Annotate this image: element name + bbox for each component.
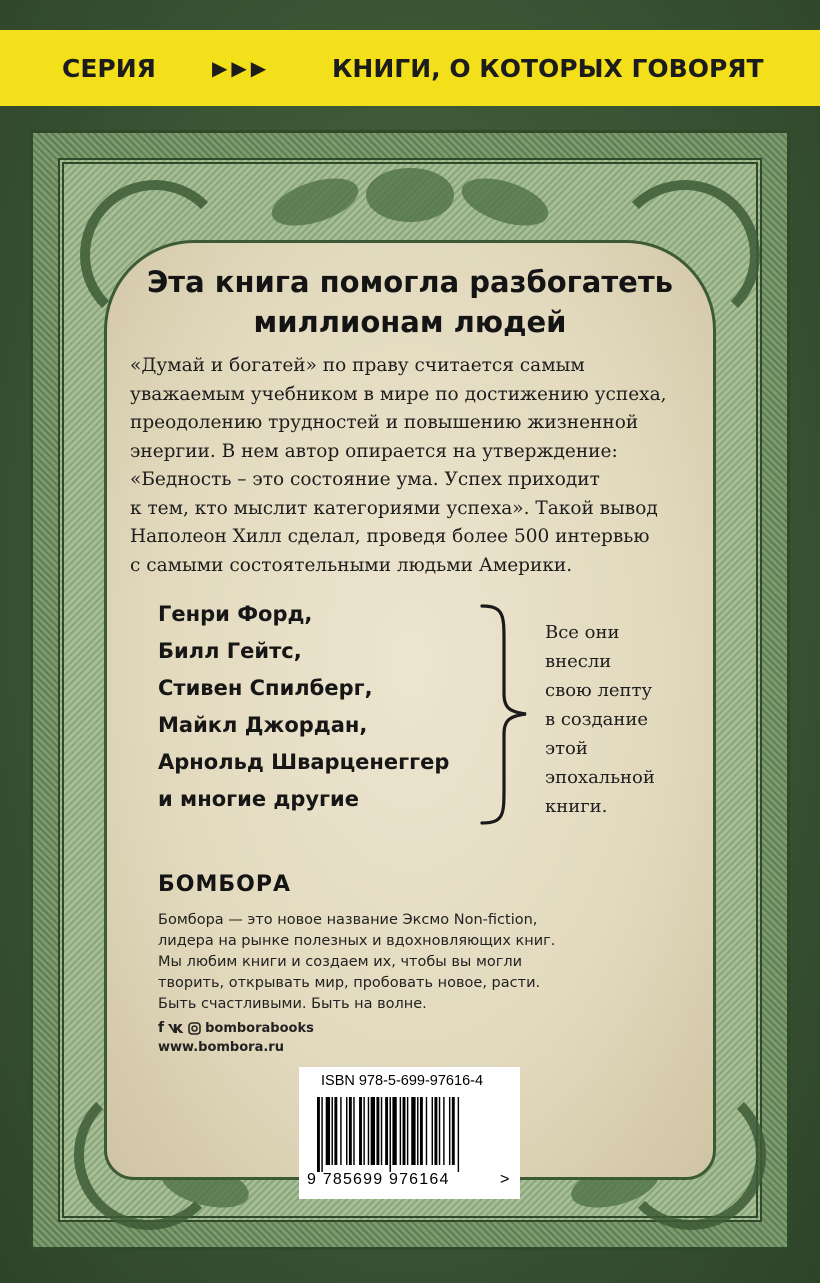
barcode-bar xyxy=(420,1097,423,1165)
barcode-bar xyxy=(326,1097,330,1165)
publisher-description-line: Мы любим книги и создаем их, чтобы вы могли xyxy=(158,954,523,970)
vk-icon xyxy=(168,1023,184,1034)
barcode-bar xyxy=(321,1097,322,1172)
isbn-arrow: > xyxy=(500,1171,510,1188)
barcode-bar xyxy=(434,1097,437,1165)
name-item: Генри Форд, xyxy=(158,602,313,626)
name-item: и многие другие xyxy=(158,787,359,811)
barcode-bar xyxy=(368,1097,369,1165)
side-note-line: Все они xyxy=(545,622,620,643)
description-line: «Бедность – это состояние ума. Успех приходит xyxy=(130,469,600,490)
barcode-bar xyxy=(340,1097,341,1165)
publisher-description-line: Быть счастливыми. Быть на волне. xyxy=(158,996,427,1012)
leaf-ornament-icon xyxy=(366,168,454,222)
side-note-line: этой xyxy=(545,738,588,759)
publisher-description-line: Бомбора — это новое название Эксмо Non-fiction, xyxy=(158,912,538,928)
isbn-barcode-box xyxy=(299,1067,520,1199)
website-link[interactable]: www.bombora.ru xyxy=(158,1040,284,1055)
side-note-line: в создание xyxy=(545,709,649,730)
publisher-description-line: лидера на рынке полезных и вдохновляющих книг. xyxy=(158,933,556,949)
barcode-bar xyxy=(359,1097,362,1165)
barcode-bar xyxy=(376,1097,379,1165)
headline-line-2: миллионам людей xyxy=(253,305,567,339)
publisher-description-line: творить, открывать мир, пробовать новое, расти. xyxy=(158,975,541,991)
barcode-bar xyxy=(426,1097,427,1165)
name-item: Стивен Спилберг, xyxy=(158,676,373,700)
series-label: СЕРИЯ xyxy=(62,53,156,83)
description-line: энергии. В нем автор опирается на утверждение: xyxy=(130,440,618,462)
description-line: Наполеон Хилл сделал, проведя более 500 интервью xyxy=(130,526,650,547)
triple-arrow-icon: ▶▶▶ xyxy=(212,56,271,80)
barcode-bar xyxy=(417,1097,418,1165)
instagram-icon xyxy=(188,1022,201,1035)
headline xyxy=(110,262,710,342)
famous-names-list xyxy=(158,596,488,818)
barcode-bar xyxy=(385,1097,388,1165)
barcode-bar xyxy=(449,1097,450,1165)
barcode-bar xyxy=(371,1097,375,1165)
barcode-bar xyxy=(334,1097,337,1165)
side-note-line: свою лепту xyxy=(545,680,653,701)
publisher-logo: БОМБОРА xyxy=(158,872,291,897)
barcode-bar xyxy=(458,1097,459,1172)
isbn-label: ISBN 978-5-699-97616-4 xyxy=(321,1073,484,1089)
barcode-bar xyxy=(317,1097,320,1172)
barcode-bar xyxy=(346,1097,347,1165)
barcode-icon xyxy=(317,1097,505,1172)
publisher-description xyxy=(158,910,628,1015)
barcode-bar xyxy=(411,1097,415,1165)
curly-brace-icon xyxy=(478,602,530,827)
headline-line-1: Эта книга помогла разбогатеть xyxy=(147,265,673,299)
barcode-bar xyxy=(432,1097,433,1165)
barcode-bar xyxy=(443,1097,444,1165)
barcode-bar xyxy=(407,1097,408,1165)
description-line: к тем, кто мыслит категориями успеха». Такой вывод xyxy=(130,497,658,519)
isbn-digits: 9 785699 976164 xyxy=(307,1171,450,1188)
side-note xyxy=(545,618,685,821)
barcode-bar xyxy=(400,1097,401,1165)
facebook-icon: f xyxy=(158,1020,165,1036)
description-line: преодолению трудностей и повышению жизненной xyxy=(130,412,639,433)
barcode-bar xyxy=(439,1097,440,1165)
name-item: Майкл Джордан, xyxy=(158,713,368,737)
side-note-line: внесли xyxy=(545,651,612,672)
barcode-bar xyxy=(390,1097,391,1172)
name-item: Арнольд Шварценеггер xyxy=(158,750,450,774)
barcode-bar xyxy=(349,1097,352,1165)
barcode-bar xyxy=(381,1097,382,1165)
series-name: КНИГИ, О КОТОРЫХ ГОВОРЯТ xyxy=(332,53,764,83)
description-text xyxy=(130,352,700,580)
description-line: с самыми состоятельными людьми Америки. xyxy=(130,554,573,576)
barcode-bar xyxy=(452,1097,455,1165)
barcode-bar xyxy=(353,1097,354,1165)
barcode-bar xyxy=(403,1097,406,1165)
barcode-bar xyxy=(363,1097,364,1165)
name-item: Билл Гейтс, xyxy=(158,639,302,663)
social-handle[interactable]: bomborabooks xyxy=(205,1020,314,1036)
barcode-bar xyxy=(332,1097,333,1165)
social-links xyxy=(158,1020,314,1036)
side-note-line: эпохальной xyxy=(545,767,655,788)
barcode-bar xyxy=(392,1097,396,1165)
description-line: «Думай и богатей» по праву считается самым xyxy=(130,355,585,376)
series-banner xyxy=(0,30,820,106)
side-note-line: книги. xyxy=(545,796,608,817)
description-line: уважаемым учебником в мире по достижению успеха, xyxy=(130,383,667,405)
